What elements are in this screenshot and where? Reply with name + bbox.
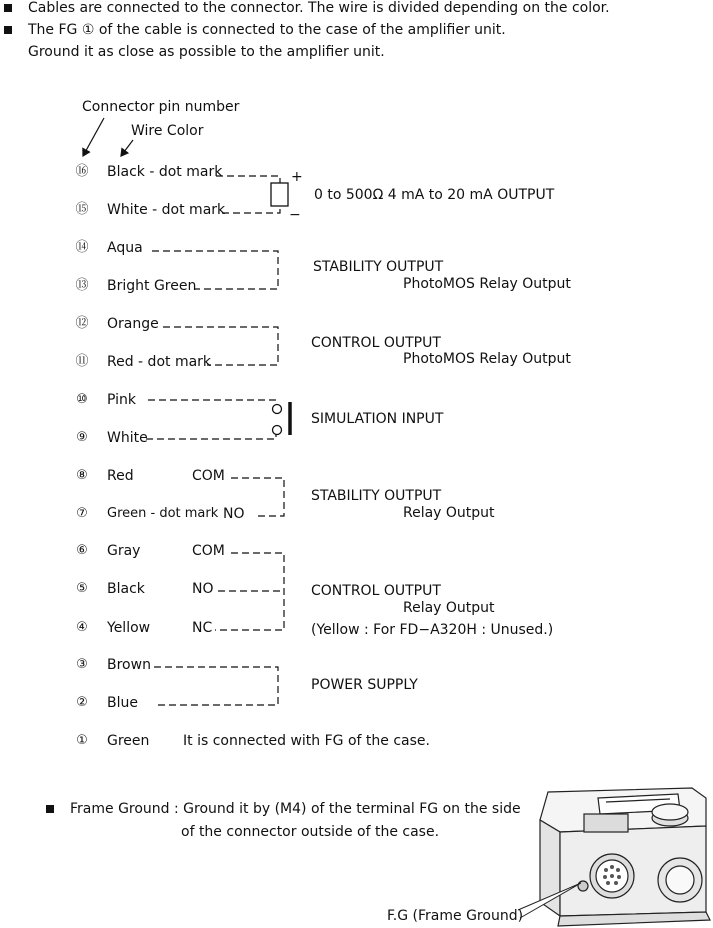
- stability-output-relay-sub: Relay Output: [403, 505, 495, 521]
- connector-pin-number-label: Connector pin number: [82, 99, 240, 115]
- control-output-relay-sub: Relay Output: [403, 600, 495, 616]
- pin-number: ⑤: [76, 581, 88, 596]
- wire-color: Pink: [107, 392, 137, 408]
- contact-label: NO: [223, 506, 245, 522]
- wire-color-label: Wire Color: [131, 123, 204, 139]
- wire-color: Aqua: [107, 240, 143, 256]
- pin-number: ③: [76, 657, 88, 672]
- minus-sign: −: [289, 207, 301, 223]
- frame-ground-note-line-1: Frame Ground : Ground it by (M4) of the terminal FG on the side: [70, 801, 521, 817]
- wire-color: White - dot mark: [107, 202, 226, 218]
- contact-label: NO: [192, 581, 214, 597]
- wire-color: Red - dot mark: [107, 354, 212, 370]
- frame-ground-callout: F.G (Frame Ground): [387, 908, 524, 924]
- wire-color: Bright Green: [107, 278, 197, 294]
- note-bullet-2-line-2: Ground it as close as possible to the amplifier unit.: [28, 44, 385, 60]
- stability-output-photomos-title: STABILITY OUTPUT: [313, 259, 444, 275]
- analog-output-label: 0 to 500Ω 4 mA to 20 mA OUTPUT: [314, 187, 555, 203]
- wire-color: Orange: [107, 316, 159, 332]
- pin-number: ⑮: [75, 202, 89, 217]
- control-output-relay-note: (Yellow : For FD−A320H : Unused.): [311, 622, 554, 638]
- note-bullet-1: Cables are connected to the connector. The wire is divided depending on the color.: [28, 0, 610, 16]
- plus-sign: +: [291, 169, 303, 185]
- pin-number: ⑪: [75, 354, 89, 369]
- pin-number: ⑯: [75, 164, 89, 179]
- wire-color: Gray: [107, 543, 141, 559]
- pin-number: ⑭: [75, 240, 89, 255]
- control-output-photomos-title: CONTROL OUTPUT: [311, 335, 441, 351]
- contact-label: COM: [192, 468, 225, 484]
- pin-number: ⑫: [75, 316, 89, 331]
- contact-label: COM: [192, 543, 225, 559]
- simulation-input-label: SIMULATION INPUT: [311, 411, 444, 427]
- pin-number: ①: [76, 733, 88, 748]
- wire-color: Green: [107, 733, 150, 749]
- pin-number: ⑦: [76, 506, 88, 521]
- stability-output-relay-title: STABILITY OUTPUT: [311, 488, 442, 504]
- wire-color: White: [107, 430, 148, 446]
- pin-number: ⑨: [76, 430, 88, 445]
- wire-color: Blue: [107, 695, 138, 711]
- control-output-relay-title: CONTROL OUTPUT: [311, 583, 441, 599]
- pin-number: ④: [76, 620, 88, 635]
- pin-number: ⑧: [76, 468, 88, 483]
- wire-color: Black - dot mark: [107, 164, 223, 180]
- stability-output-photomos-sub: PhotoMOS Relay Output: [403, 276, 571, 292]
- wire-color: Brown: [107, 657, 151, 673]
- pin-number: ⑥: [76, 543, 88, 558]
- frame-ground-note-line-2: of the connector outside of the case.: [181, 824, 440, 840]
- wire-color: Yellow: [107, 620, 151, 636]
- fg-connection-note: It is connected with FG of the case.: [183, 733, 430, 749]
- note-bullet-2-line-1: The FG ① of the cable is connected to the case of the amplifier unit.: [28, 22, 506, 38]
- wire-color: Black: [107, 581, 145, 597]
- wire-color: Red: [107, 468, 134, 484]
- power-supply-label: POWER SUPPLY: [311, 677, 418, 693]
- contact-label: NC: [192, 620, 213, 636]
- control-output-photomos-sub: PhotoMOS Relay Output: [403, 351, 571, 367]
- pin-number: ②: [76, 695, 88, 710]
- pin-number: ⑩: [76, 392, 88, 407]
- wire-color: Green - dot mark: [107, 506, 219, 521]
- pin-number: ⑬: [75, 278, 89, 293]
